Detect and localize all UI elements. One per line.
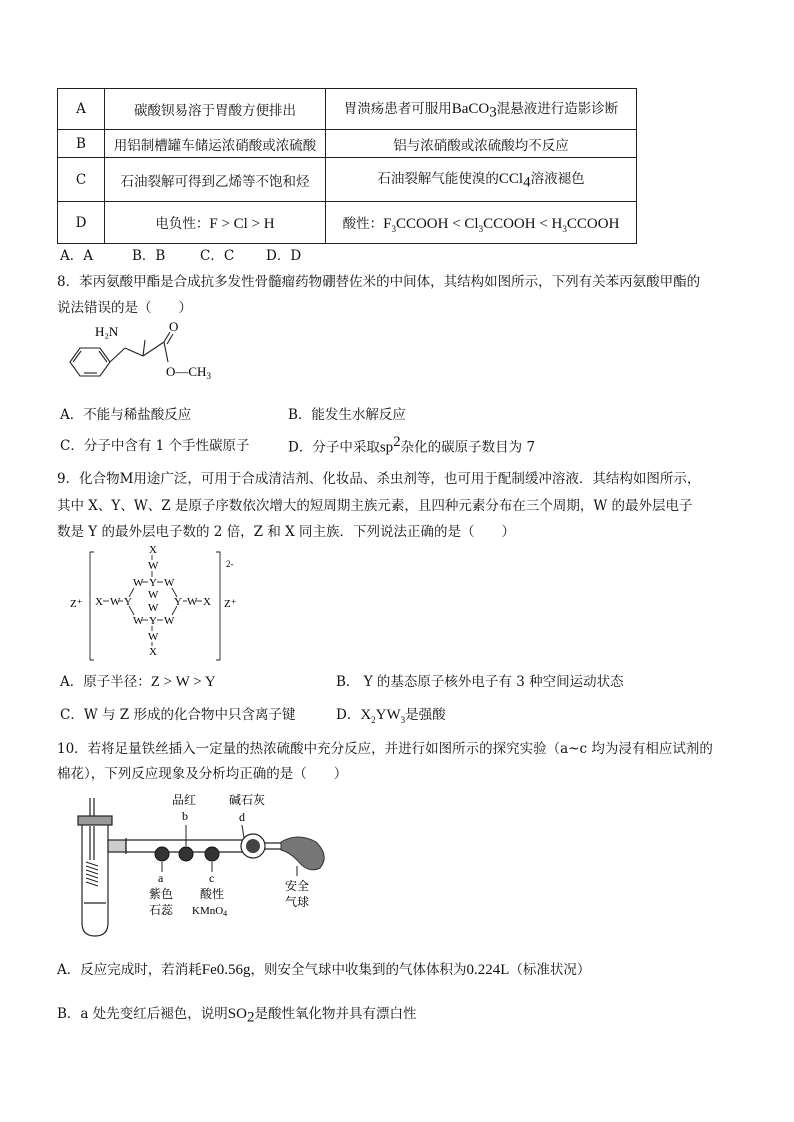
row-label: A bbox=[58, 89, 105, 130]
table-row bbox=[58, 130, 637, 158]
a-reagent-line2: 石蕊 bbox=[149, 903, 174, 917]
x-atom: X bbox=[95, 596, 103, 608]
w-atom: W bbox=[148, 602, 159, 614]
y-atom: Y bbox=[124, 596, 132, 608]
q8-option-a[interactable]: A．不能与稀盐酸反应 bbox=[60, 407, 192, 423]
balloon-label-line2: 气球 bbox=[285, 895, 310, 909]
q8-option-b[interactable]: B．能发生水解反应 bbox=[288, 407, 406, 423]
q7-option-d[interactable]: D．D bbox=[266, 248, 302, 264]
w-atom: W bbox=[110, 596, 121, 608]
w-atom: W bbox=[187, 596, 198, 608]
w-atom: W bbox=[133, 577, 144, 589]
row-label: B bbox=[58, 130, 105, 158]
c-reagent-line2: KMnO4 bbox=[192, 905, 228, 918]
w-atom: W bbox=[164, 577, 175, 589]
experiment-apparatus bbox=[68, 788, 328, 938]
row-right: 胃溃疡患者可服用BaCO$_3$混悬液进行造影诊断 bbox=[326, 89, 637, 130]
q9-option-c[interactable]: C．W 与 Z 形成的化合物中只含离子键 bbox=[60, 707, 296, 723]
z-right-label: Z⁺ bbox=[224, 598, 237, 610]
q9-option-b[interactable]: B． Y 的基态原子核外电子有 3 种空间运动状态 bbox=[336, 674, 624, 690]
row-left: 碳酸钡易溶于胃酸方便排出 bbox=[105, 89, 326, 130]
w-atom: W bbox=[148, 631, 159, 643]
carbonyl-o-label: O bbox=[169, 319, 179, 334]
q10-stem-line2: 棉花），下列反应现象及分析均正确的是（ ） bbox=[57, 766, 348, 782]
a-reagent-line1: 紫色 bbox=[149, 887, 174, 901]
table-row bbox=[58, 158, 637, 202]
q7-option-a[interactable]: A．A bbox=[60, 248, 93, 264]
q10-option-b[interactable]: B．a 处先变红后褪色，说明$SO_2$是酸性氧化物并具有漂白性 bbox=[57, 1006, 417, 1026]
a-label: a bbox=[158, 871, 164, 885]
q8-stem-line1: 8．苯丙氨酸甲酯是合成抗多发性骨髓瘤药物硼替佐米的中间体，其结构如图所示，下列有关苯丙氨酸甲酯的 bbox=[57, 274, 701, 290]
z-left-label: Z⁺ bbox=[70, 598, 83, 610]
table-row bbox=[58, 202, 637, 244]
amine-label: H₂N bbox=[95, 324, 119, 339]
row-left: 电负性：F > Cl > H bbox=[105, 202, 326, 244]
w-atom: W bbox=[148, 560, 159, 572]
q7-option-c[interactable]: C．C bbox=[200, 248, 235, 264]
q8-option-d[interactable]: D．分子中采取$sp^2$杂化的碳原子数目为 7 bbox=[288, 434, 536, 456]
x-atom: X bbox=[149, 646, 157, 658]
phenylalanine-methyl-ester-structure bbox=[60, 318, 240, 386]
x-atom: X bbox=[149, 544, 157, 556]
y-atom: Y bbox=[149, 577, 157, 589]
q9-stem-line1: 9．化合物M用途广泛，可用于合成清洁剂、化妆品、杀虫剂等，也可用于配制缓冲溶液．其结构如图所示， bbox=[57, 471, 701, 487]
q10-stem-line1: 10．若将足量铁丝插入一定量的热浓硫酸中充分反应，并进行如图所示的探究实验（a~c 均为浸有相应试剂的 bbox=[57, 741, 713, 757]
q8-option-c[interactable]: C．分子中含有 1 个手性碳原子 bbox=[60, 438, 250, 454]
row-label: C bbox=[58, 158, 105, 202]
row-right: 石油裂解气能使溴的CCl$_4$溶液褪色 bbox=[326, 158, 637, 202]
y-atom: Y bbox=[174, 596, 182, 608]
table-row bbox=[58, 89, 637, 130]
options-table bbox=[57, 88, 637, 244]
charge-label: 2- bbox=[226, 559, 234, 569]
row-right: 铝与浓硝酸或浓硫酸均不反应 bbox=[326, 130, 637, 158]
w-atom: W bbox=[133, 615, 144, 627]
d-label: d bbox=[239, 810, 245, 824]
q9-option-d[interactable]: D．$X_2YW_3$是强酸 bbox=[336, 707, 446, 725]
x-atom: X bbox=[203, 596, 211, 608]
row-left: 石油裂解可得到乙烯等不饱和烃 bbox=[105, 158, 326, 202]
w-atom: W bbox=[164, 615, 175, 627]
b-label: b bbox=[182, 809, 188, 823]
w-atom: W bbox=[148, 589, 159, 601]
row-label: D bbox=[58, 202, 105, 244]
row-left: 用铝制槽罐车储运浓硝酸或浓硫酸 bbox=[105, 130, 326, 158]
q7-option-b[interactable]: B．B bbox=[132, 248, 166, 264]
q9-stem-line2: 其中 X、Y、W、Z 是原子序数依次增大的短周期主族元素，且四种元素分布在三个周期，W 的最外层电子 bbox=[57, 498, 693, 514]
ester-label: $O—CH_3$ bbox=[166, 364, 211, 381]
q10-option-a[interactable]: A．反应完成时，若消耗Fe0.56g，则安全气球中收集到的气体体积为0.224L（标准状况） bbox=[57, 962, 591, 978]
q9-stem-line3: 数是 Y 的最外层电子数的 2 倍，Z 和 X 同主族．下列说法正确的是（ ） bbox=[57, 524, 516, 540]
q8-stem-line2: 说法错误的是（ ） bbox=[57, 300, 192, 316]
row-right: 酸性：$F_3CCOOH$ < $Cl_3CCOOH$ < $H_3CCOOH$ bbox=[326, 202, 637, 244]
c-label: c bbox=[209, 871, 215, 885]
c-reagent-line1: 酸性 bbox=[200, 887, 225, 901]
y-atom: Y bbox=[149, 615, 157, 627]
b-reagent-label: 品红 bbox=[172, 793, 197, 807]
q9-option-a[interactable]: A．原子半径：Z > W > Y bbox=[60, 674, 216, 690]
compound-m-structure bbox=[60, 542, 260, 670]
d-reagent-label: 碱石灰 bbox=[229, 793, 266, 807]
balloon-label-line1: 安全 bbox=[285, 879, 310, 893]
